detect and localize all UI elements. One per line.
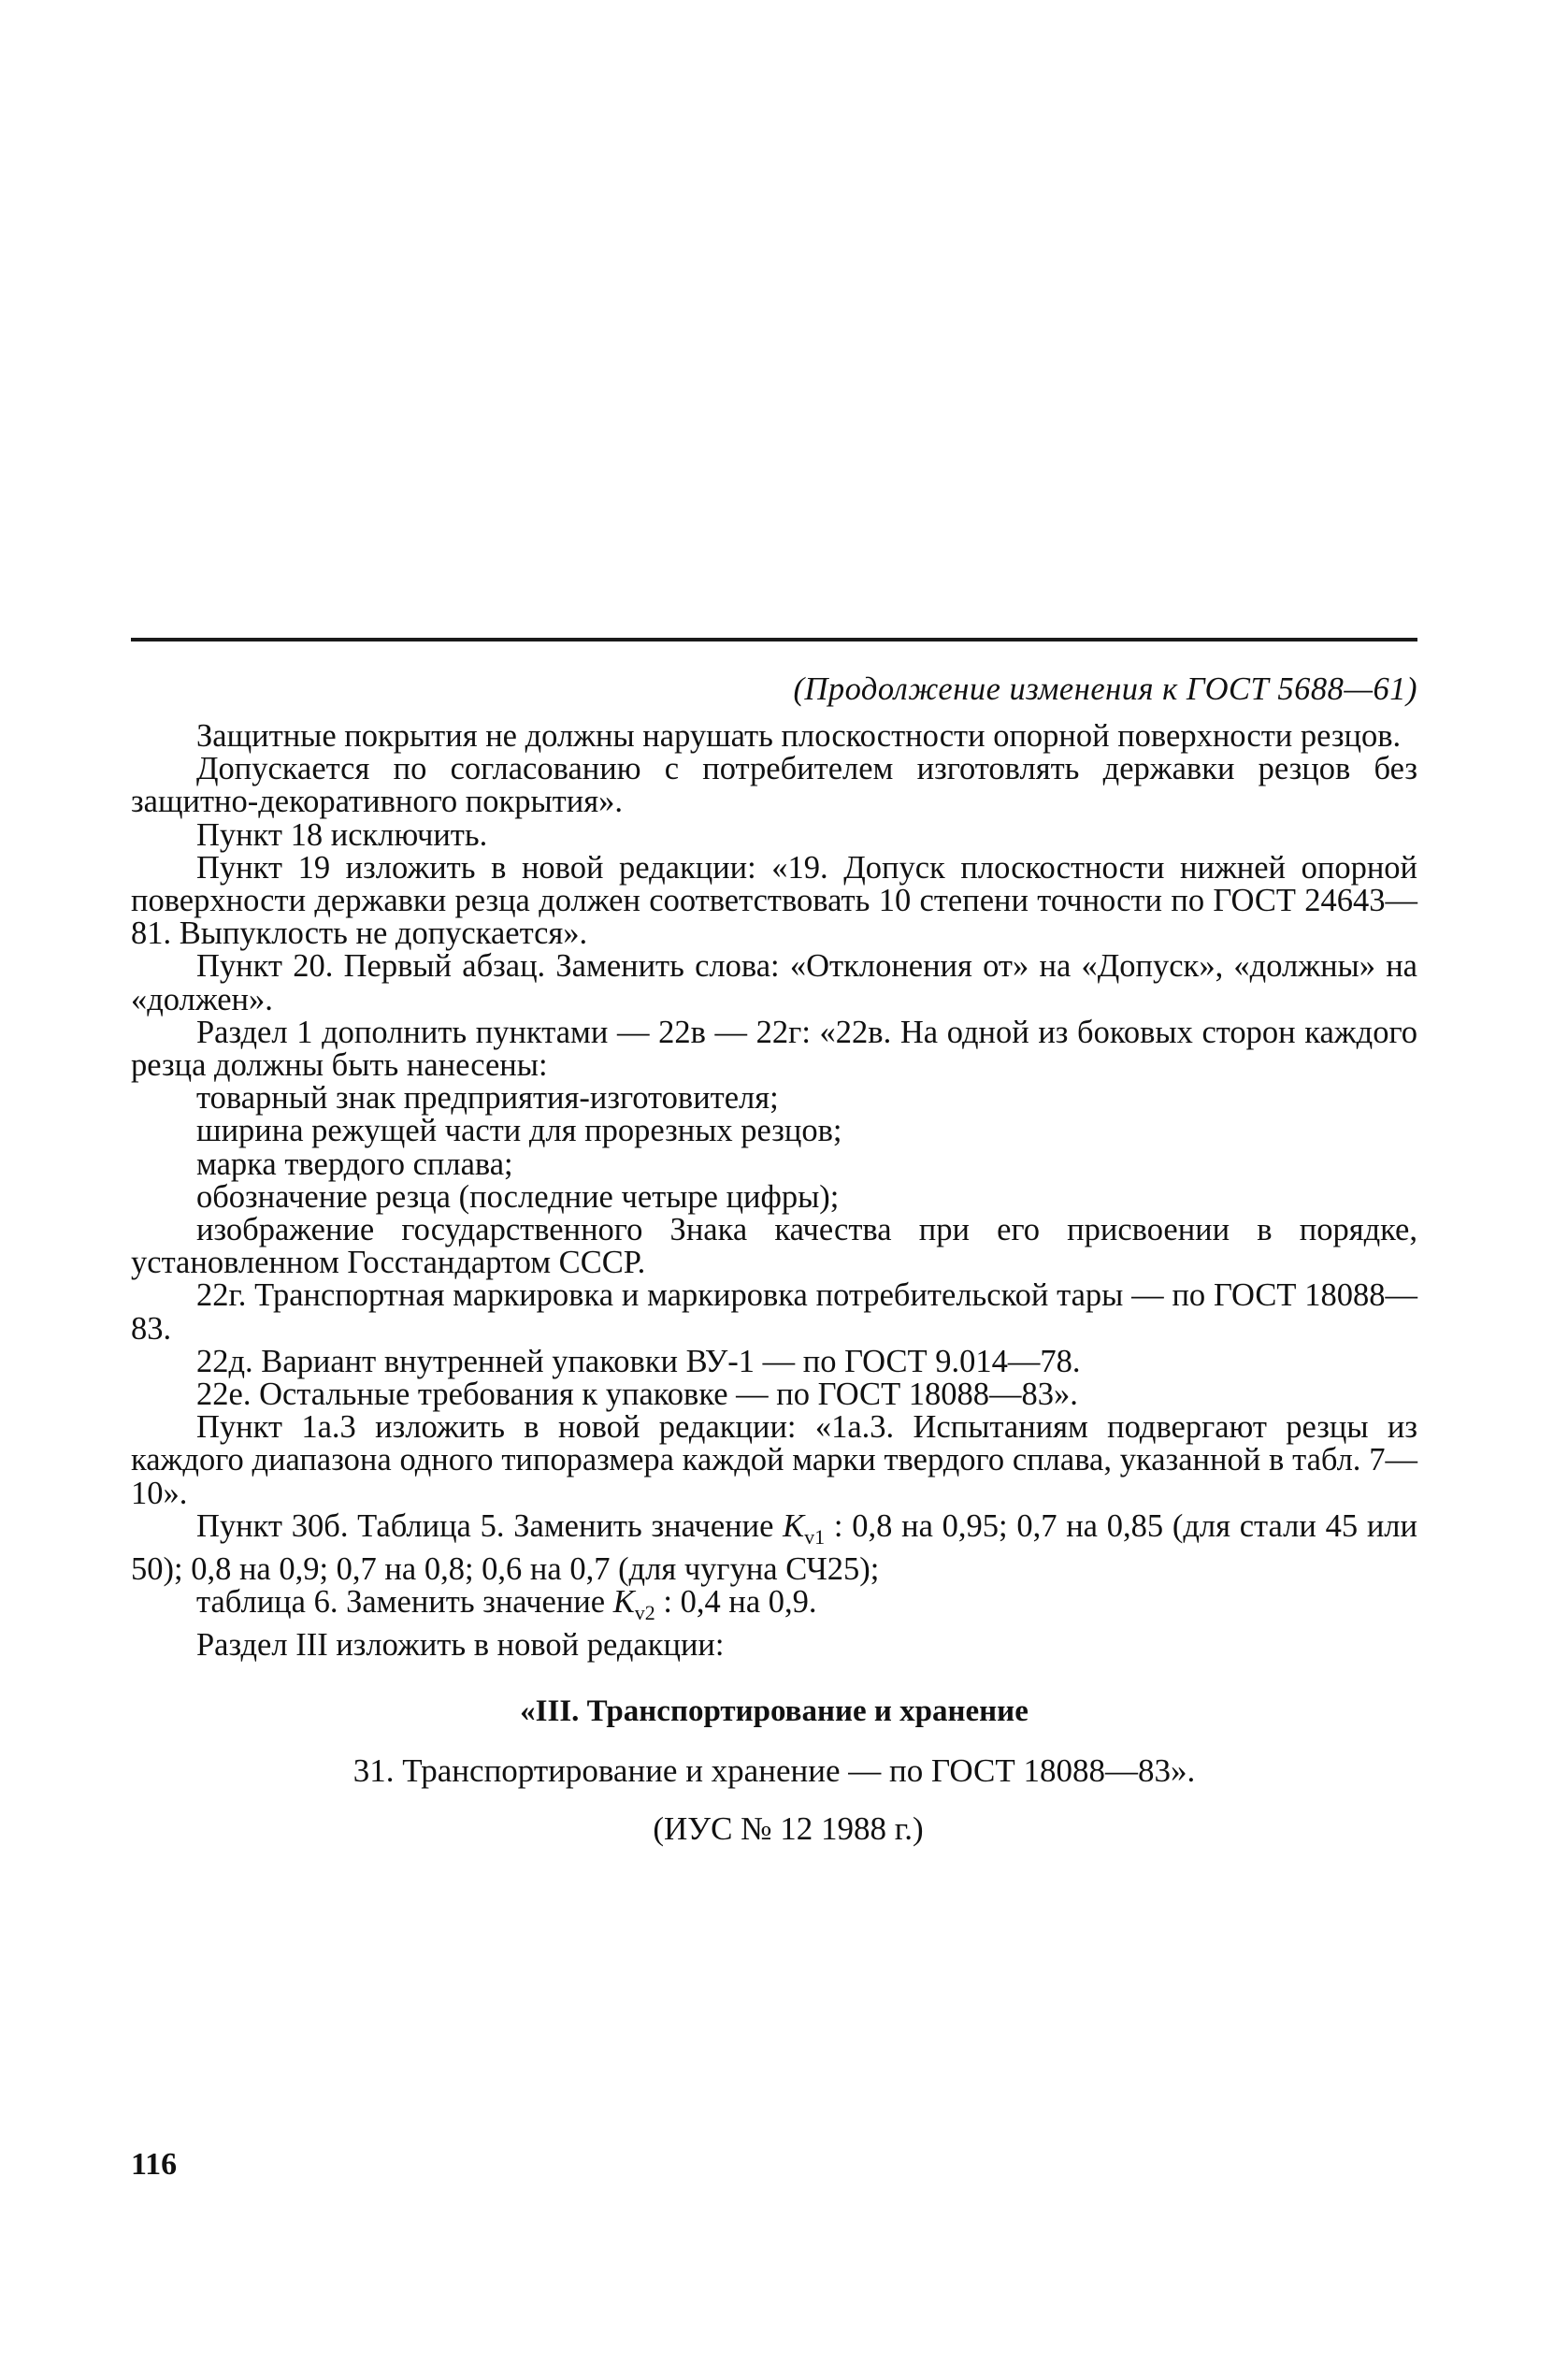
header-rule [131,638,1417,641]
paragraph-table-6 [131,1586,1417,1629]
kv1-symbol: K [783,1507,805,1544]
kv1-before: Пункт 30б. Таблица 5. Заменить значение [196,1507,784,1544]
paragraph-item-18: Пункт 18 исключить. [196,816,488,853]
paragraph-holders-without-coating: Допускается по согласованию с потребителем изготовлять державки резцов без защитно-декоративного покрытия». [131,751,1417,820]
paragraph-22d: 22д. Вариант внутренней упаковки ВУ-1 — по ГОСТ 9.014—78. [196,1343,1081,1379]
kv2-subscript: v2 [634,1601,655,1625]
ius-reference: (ИУС № 12 1988 г.) [653,1810,924,1847]
kv1-subscript: v1 [804,1524,826,1549]
item-31: 31. Транспортирование и хранение — по ГОСТ 18088—83». [352,1752,1196,1789]
section-3-heading: «III. Транспортирование и хранение [520,1694,1029,1728]
paragraph-item-19: Пункт 19 изложить в новой редакции: «19. Допуск плоскостности нижней опорной поверхности державки резца должен соответствовать 10 степени точности по ГОСТ 24643—81. Выпуклость не допускается». [131,849,1417,952]
list-item-cutting-width: ширина режущей части для прорезных резцов; [196,1113,842,1149]
kv2-after: : 0,4 на 0,9. [655,1584,817,1621]
page-number: 116 [131,2147,178,2182]
paragraph-item-30b [131,1507,1417,1587]
paragraph-section-1-additions: Раздел 1 дополнить пунктами — 22в — 22г: «22в. На одной из боковых сторон каждого резца должны быть нанесены: [131,1014,1417,1084]
list-item-designation: обозначение резца (последние четыре цифры); [196,1178,840,1215]
kv1-after: : 0,8 на 0,95; 0,7 на 0,85 (для стали 45 или 50); 0,8 на 0,9; 0,7 на 0,8; 0,6 на 0,7 (для чугуна СЧ25); [131,1507,1417,1587]
list-item-alloy-grade: марка твердого сплава; [196,1146,513,1182]
continuation-header: (Продолжение изменения к ГОСТ 5688—61) [793,671,1417,707]
kv2-before: таблица 6. Заменить значение [196,1584,613,1621]
paragraph-protective-coating: Защитные покрытия не должны нарушать плоскостности опорной поверхности резцов. [196,718,1402,754]
paragraph-22e: 22е. Остальные требования к упаковке — по ГОСТ 18088—83». [196,1377,1078,1413]
paragraph-section-3-intro: Раздел III изложить в новой редакции: [196,1627,725,1664]
paragraph-item-20: Пункт 20. Первый абзац. Заменить слова: «Отклонения от» на «Допуск», «должны» на «должен». [131,948,1417,1017]
paragraph-item-1a3: Пункт 1а.3 изложить в новой редакции: «1а.3. Испытаниям подвергают резцы из каждого диапазона одного типоразмера каждой марки твердого сплава, указанной в табл. 7—10». [131,1409,1417,1511]
paragraph-22g: 22г. Транспортная маркировка и маркировка потребительской тары — по ГОСТ 18088—83. [131,1277,1417,1347]
document-body [131,720,1417,1662]
list-item-quality-mark: изображение государственного Знака качества при его присвоении в порядке, установленном Госстандартом СССР. [131,1212,1417,1281]
list-item-trademark: товарный знак предприятия-изготовителя; [196,1080,779,1117]
kv2-symbol: K [612,1584,635,1621]
